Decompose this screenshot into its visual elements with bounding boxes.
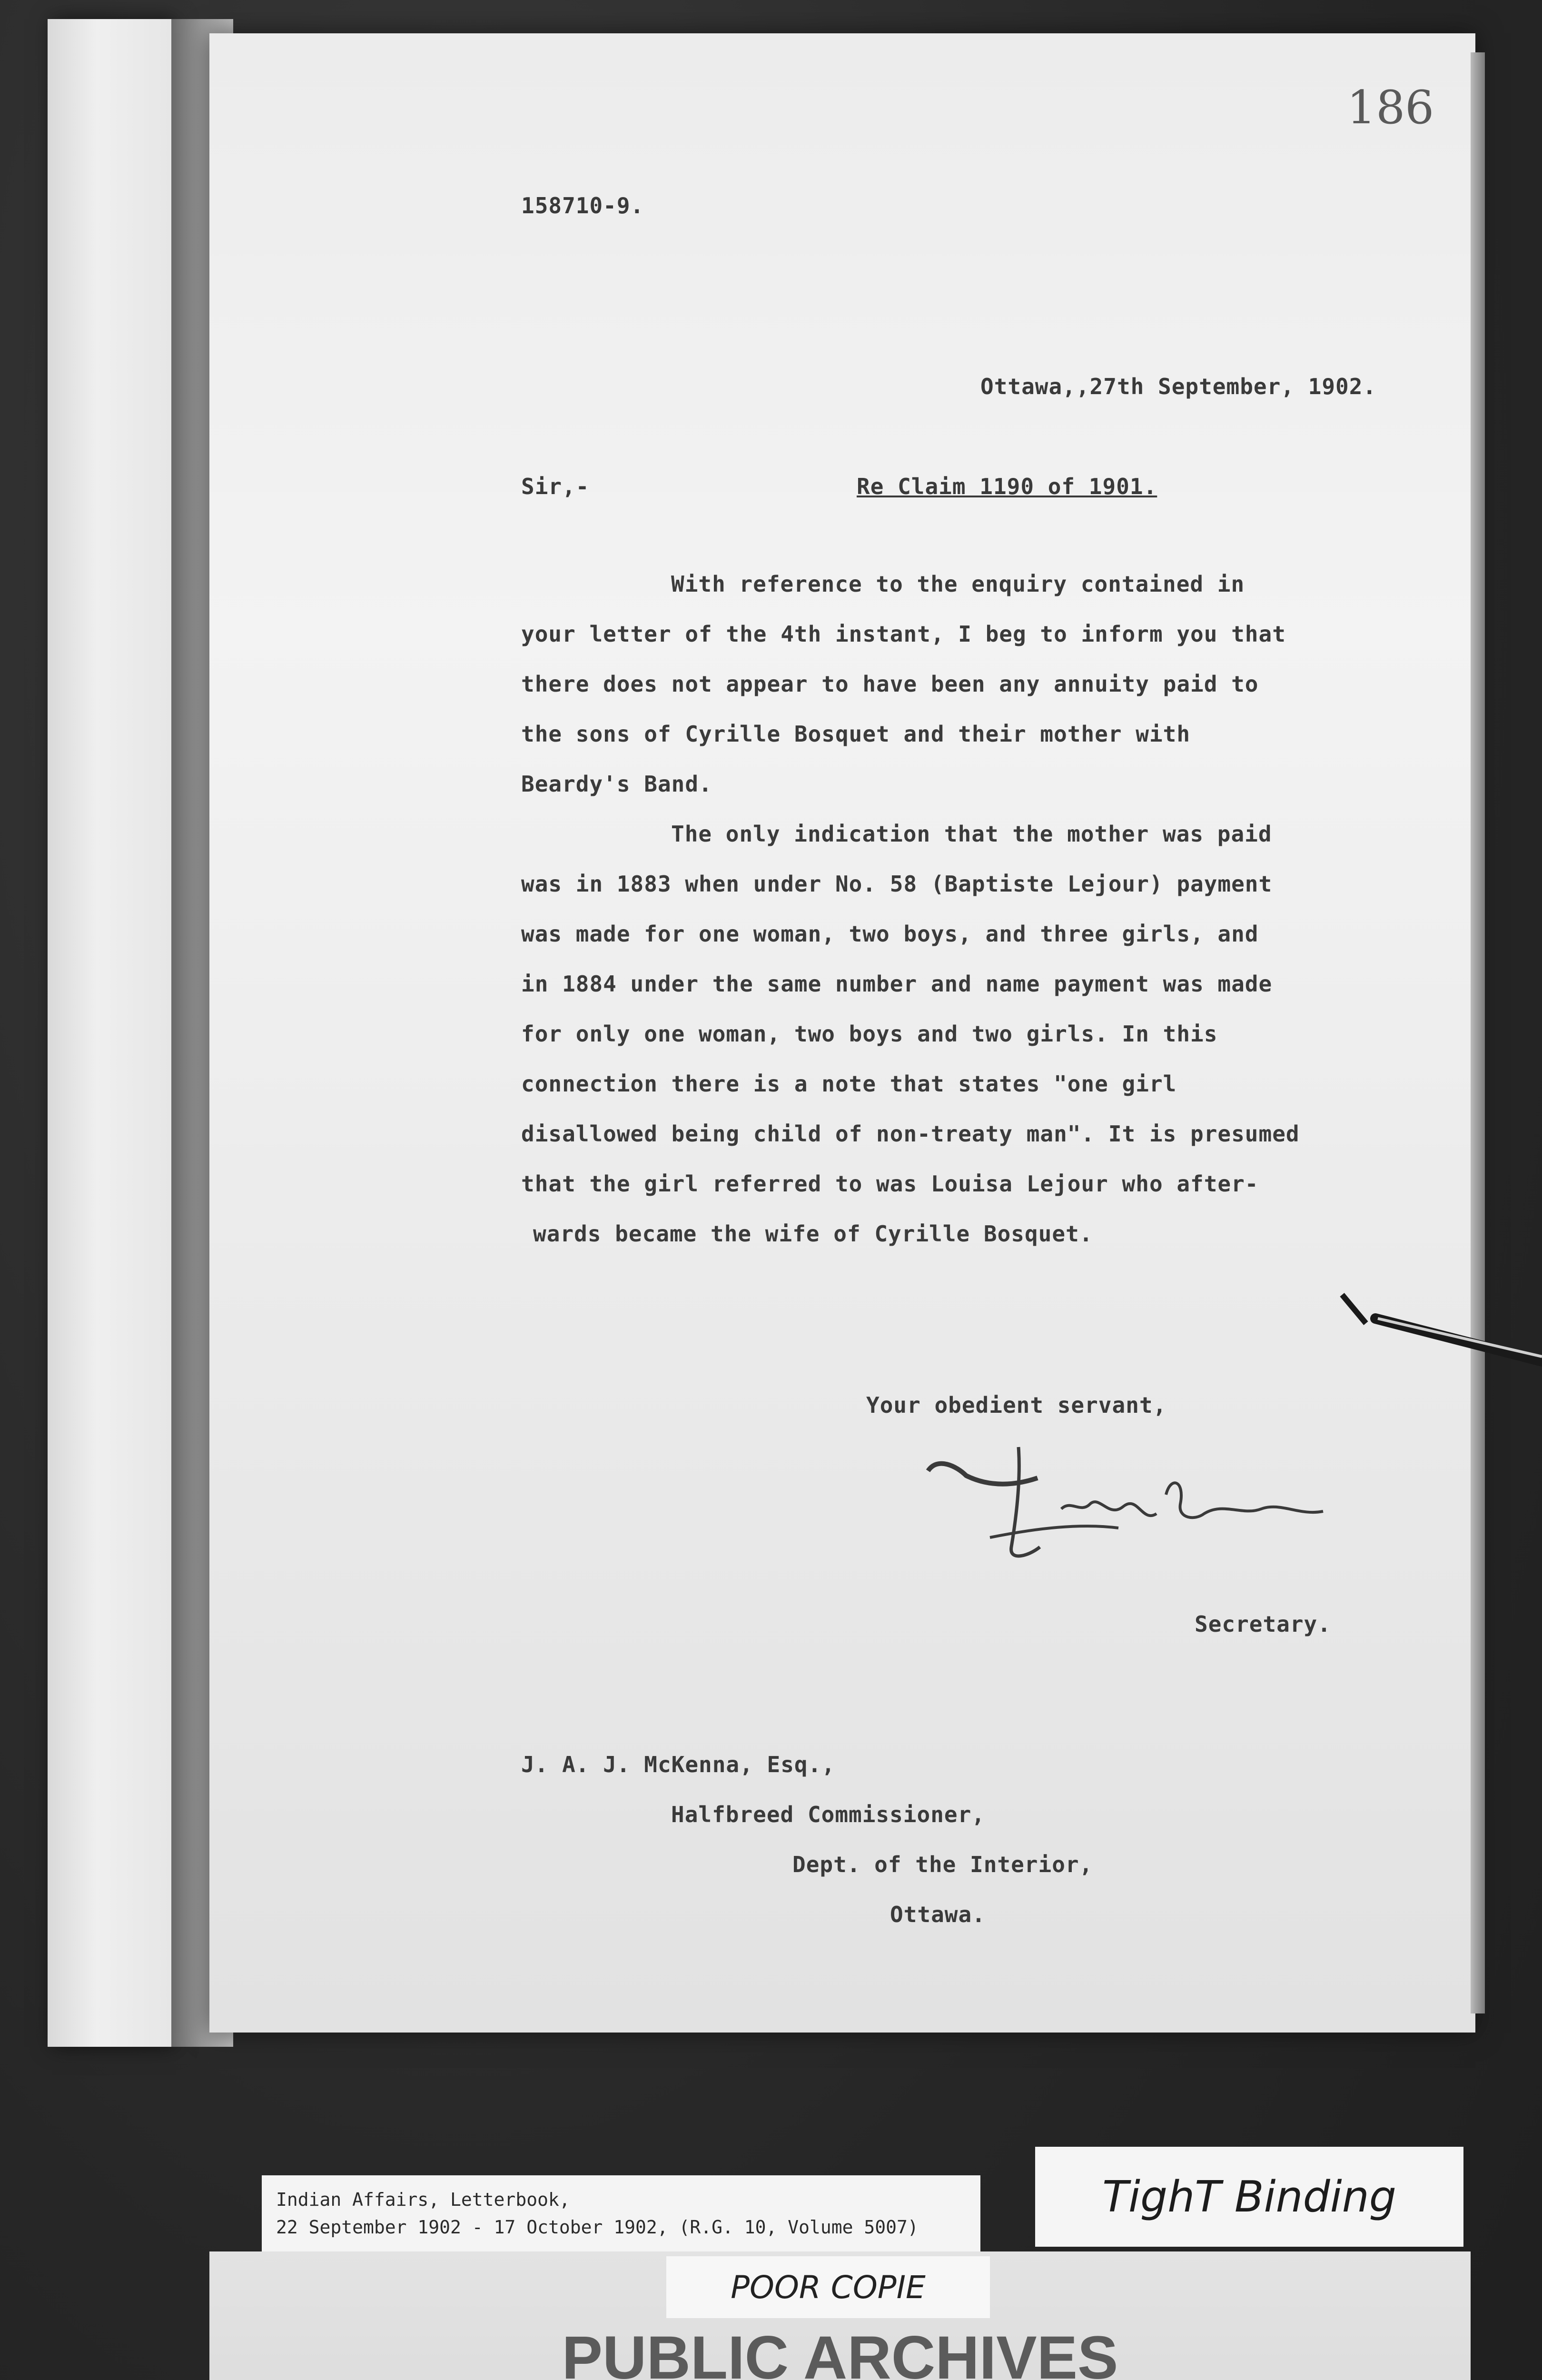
body-line: Beardy's Band. — [521, 771, 712, 797]
body-line: there does not appear to have been any annuity paid to — [521, 671, 1259, 697]
poor-copy-label: POOR COPIE — [666, 2256, 990, 2318]
body-line: With reference to the enquiry contained in — [671, 571, 1245, 597]
tight-binding-label: TighT Binding — [1035, 2147, 1463, 2247]
recipient-name: J. A. J. McKenna, Esq., — [521, 1752, 835, 1777]
page-number: 186 — [1347, 81, 1434, 134]
subject-line: Re Claim 1190 of 1901. — [857, 474, 1157, 499]
dateline: Ottawa,,27th September, 1902. — [980, 374, 1377, 399]
recipient-title: Halfbreed Commissioner, — [671, 1802, 985, 1827]
body-line: wards became the wife of Cyrille Bosquet. — [533, 1221, 1093, 1247]
body-line: was made for one woman, two boys, and three girls, and — [521, 921, 1259, 947]
binding-strip — [48, 19, 171, 2047]
page-edge — [1471, 52, 1485, 2013]
body-line: disallowed being child of non-treaty man". It is presumed — [521, 1121, 1300, 1147]
closing: Your obedient servant, — [866, 1392, 1167, 1418]
signature-mark — [919, 1438, 1375, 1595]
body-line: that the girl referred to was Louisa Lejour who after- — [521, 1171, 1259, 1197]
archives-english: PUBLIC ARCHIVES — [562, 2324, 1118, 2380]
body-line: The only indication that the mother was paid — [671, 821, 1272, 847]
file-number: 158710-9. — [521, 193, 644, 218]
source-line: 22 September 1902 - 17 October 1902, (R.G. 10, Volume 5007) — [276, 2217, 919, 2238]
signature-title: Secretary. — [1195, 1611, 1331, 1637]
body-line: in 1884 under the same number and name payment was made — [521, 971, 1273, 997]
salutation: Sir,- — [521, 474, 590, 499]
recipient-city: Ottawa. — [890, 1902, 986, 1927]
body-line: connection there is a note that states "one girl — [521, 1071, 1177, 1097]
source-line: Indian Affairs, Letterbook, — [276, 2189, 570, 2210]
body-line: was in 1883 when under No. 58 (Baptiste Lejour) payment — [521, 871, 1273, 897]
source-label — [262, 2175, 980, 2251]
body-line: for only one woman, two boys and two girls. In this — [521, 1021, 1218, 1047]
recipient-department: Dept. of the Interior, — [792, 1852, 1093, 1877]
body-line: the sons of Cyrille Bosquet and their mother with — [521, 721, 1191, 747]
body-line: your letter of the 4th instant, I beg to inform you that — [521, 621, 1286, 647]
pen-tip — [1333, 1285, 1542, 1371]
